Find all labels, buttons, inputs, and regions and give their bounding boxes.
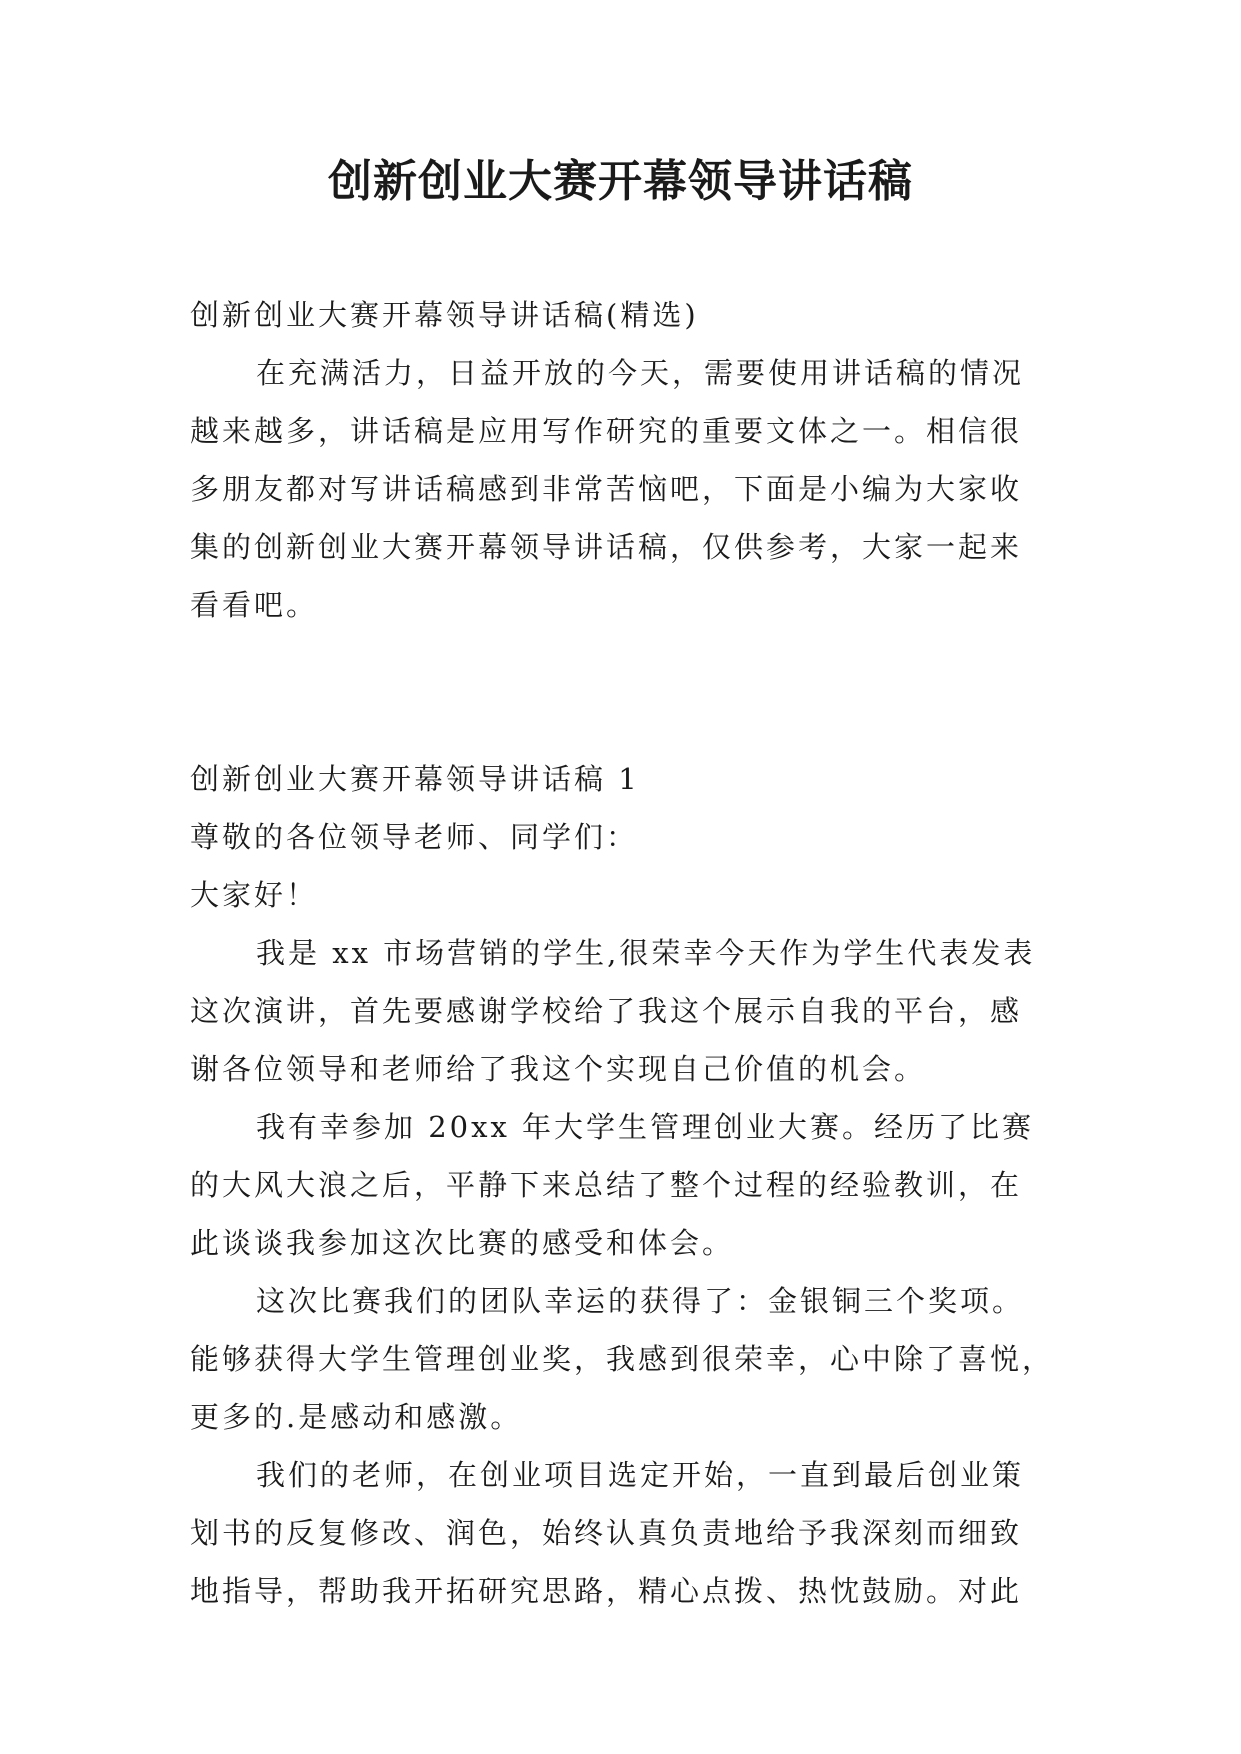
paragraph-line: 我们的老师，在创业项目选定开始，一直到最后创业策 — [256, 1458, 1025, 1492]
section-spacer — [190, 634, 1060, 750]
intro-paragraph — [190, 344, 1060, 634]
paragraph-line: 这次演讲，首先要感谢学校给了我这个展示自我的平台，感 — [190, 994, 1023, 1028]
paragraph-line: 的大风大浪之后，平静下来总结了整个过程的经验教训，在 — [190, 1168, 1023, 1202]
paragraph-line: 这次比赛我们的团队幸运的获得了：金银铜三个奖项。 — [256, 1284, 1025, 1318]
intro-line: 在充满活力，日益开放的今天，需要使用讲话稿的情况 — [256, 356, 1025, 390]
intro-line: 越来越多，讲话稿是应用写作研究的重要文体之一。相信很 — [190, 414, 1023, 448]
paragraph-line: 我是 xx 市场营销的学生,很荣幸今天作为学生代表发表 — [256, 936, 1036, 970]
speech-paragraph-3 — [190, 1272, 1060, 1446]
salutation: 尊敬的各位领导老师、同学们： — [190, 820, 639, 854]
document-title: 创新创业大赛开幕领导讲话稿 — [328, 156, 913, 207]
document-body — [190, 286, 1060, 1620]
paragraph-line: 能够获得大学生管理创业奖，我感到很荣幸，心中除了喜悦， — [190, 1342, 1055, 1376]
paragraph-line: 谢各位领导和老师给了我这个实现自己价值的机会。 — [190, 1052, 927, 1086]
speech-paragraph-4 — [190, 1446, 1060, 1620]
paragraph-line: 划书的反复修改、润色，始终认真负责地给予我深刻而细致 — [190, 1516, 1023, 1550]
paragraph-line: 此谈谈我参加这次比赛的感受和体会。 — [190, 1226, 735, 1260]
paragraph-line: 我有幸参加 20xx 年大学生管理创业大赛。经历了比赛 — [256, 1110, 1035, 1144]
speech-paragraph-2 — [190, 1098, 1060, 1272]
greeting: 大家好！ — [190, 878, 319, 912]
paragraph-line: 更多的.是感动和感激。 — [190, 1400, 523, 1434]
intro-line: 多朋友都对写讲话稿感到非常苦恼吧，下面是小编为大家收 — [190, 472, 1023, 506]
section-heading: 创新创业大赛开幕领导讲话稿 1 — [190, 762, 640, 796]
intro-line: 看看吧。 — [190, 588, 319, 622]
intro-line: 集的创新创业大赛开幕领导讲话稿，仅供参考，大家一起来 — [190, 530, 1023, 564]
paragraph-line: 地指导，帮助我开拓研究思路，精心点拨、热忱鼓励。对此 — [190, 1574, 1023, 1608]
document-subtitle: 创新创业大赛开幕领导讲话稿(精选) — [190, 298, 699, 332]
speech-paragraph-1 — [190, 924, 1060, 1098]
